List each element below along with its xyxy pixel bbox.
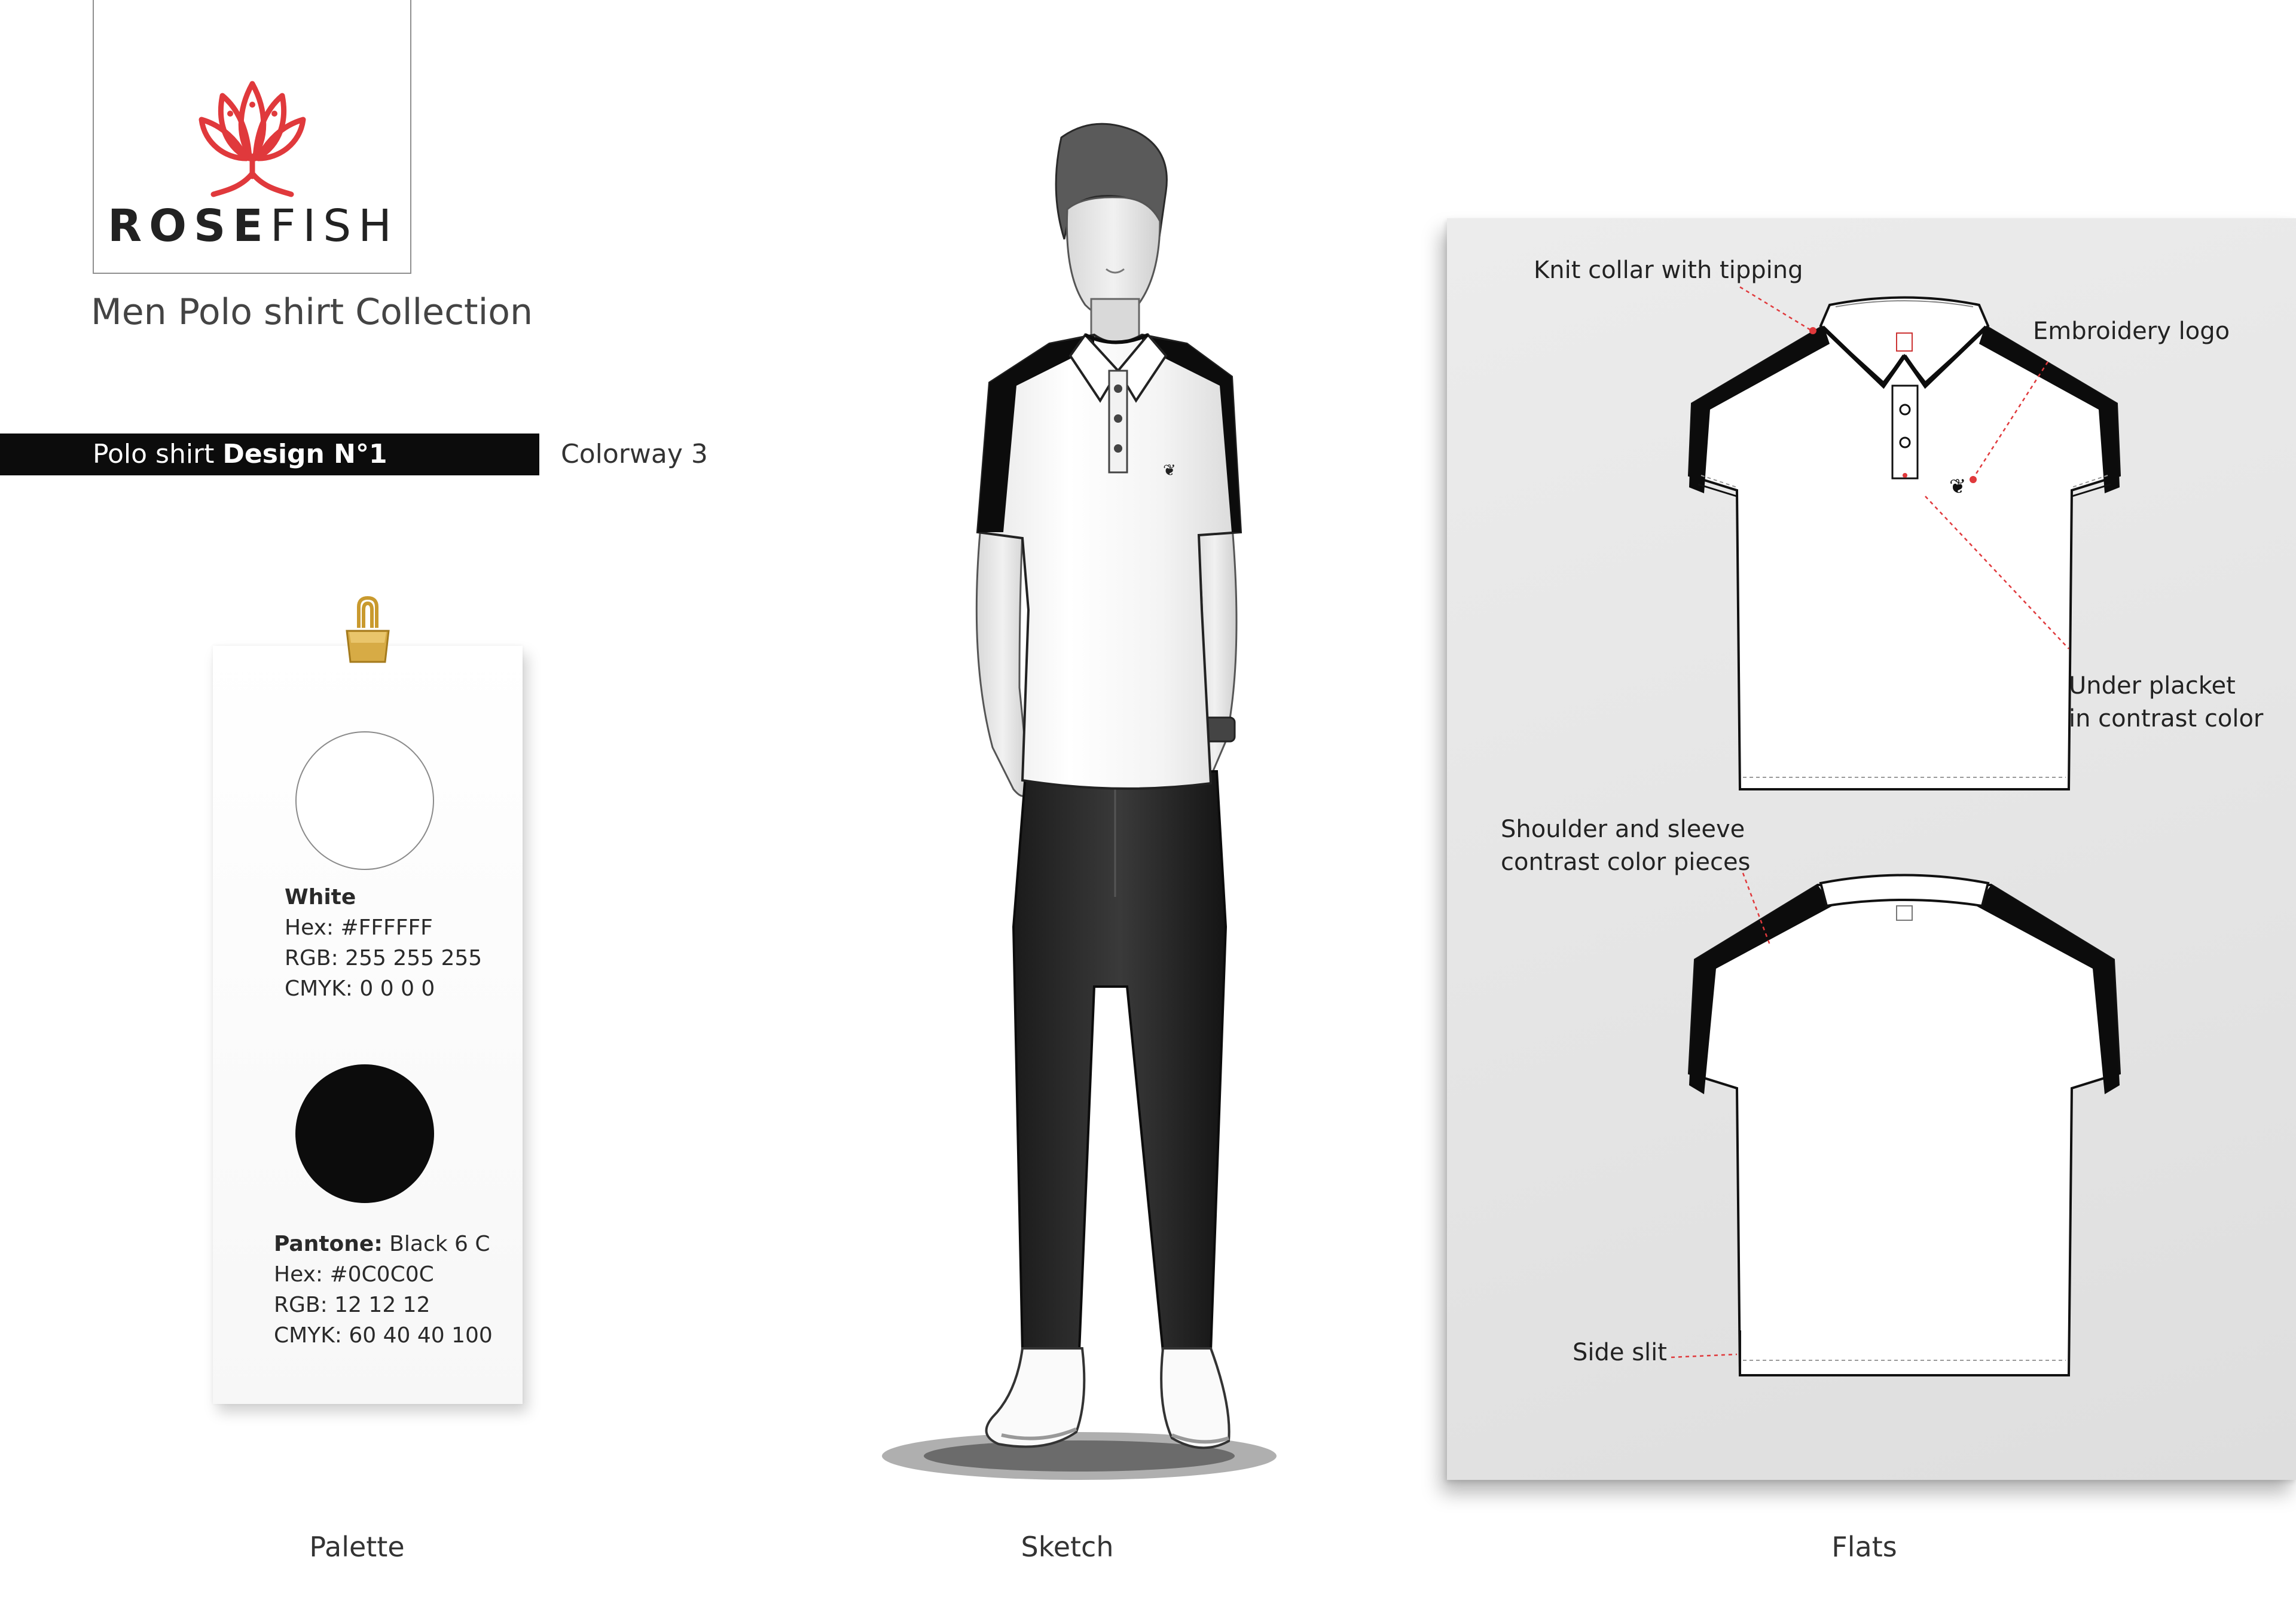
front-flat-drawing (1689, 287, 2120, 789)
design-label (93, 438, 387, 471)
callout-knit-collar: Knit collar with tipping (1534, 257, 1803, 284)
callout-shoulder-1: Shoulder and sleeve (1501, 816, 1745, 843)
black-rgb: RGB: 12 12 12 (274, 1293, 430, 1317)
white-rgb: RGB: 255 255 255 (285, 946, 483, 970)
caption-palette: Palette (309, 1531, 405, 1563)
callout-under-placket-1: Under placket (2069, 672, 2236, 700)
model-sketch-illustration (813, 120, 1339, 1495)
palette-card (213, 646, 523, 1404)
front-embroidery-logo-icon: ❦ (1949, 475, 1967, 499)
white-color-info (285, 882, 482, 1004)
brand-name-light: FISH (270, 200, 399, 252)
pantone-value: Black 6 C (382, 1232, 490, 1256)
brand-name (94, 200, 413, 252)
caption-sketch: Sketch (1021, 1531, 1114, 1563)
black-hex: Hex: #0C0C0C (274, 1262, 434, 1287)
brand-logo-box (93, 0, 411, 274)
pantone-label: Pantone: (274, 1232, 383, 1256)
sketch-embroidery-logo-icon: ❦ (1163, 462, 1176, 480)
back-flat-drawing (1671, 873, 2120, 1375)
white-color-name: White (285, 885, 356, 909)
black-cmyk: CMYK: 60 40 40 100 (274, 1323, 493, 1348)
callout-embroidery-logo: Embroidery logo (2033, 318, 2230, 345)
black-color-info (274, 1229, 493, 1351)
black-color-swatch (295, 1064, 434, 1203)
collection-title: Men Polo shirt Collection (91, 291, 533, 333)
brand-name-bold: ROSE (108, 200, 270, 252)
caption-flats: Flats (1831, 1531, 1897, 1563)
design-prefix: Polo shirt (93, 439, 223, 469)
white-hex: Hex: #FFFFFF (285, 915, 433, 940)
white-cmyk: CMYK: 0 0 0 0 (285, 976, 435, 1001)
binder-clip-icon (341, 595, 395, 667)
callout-side-slit: Side slit (1573, 1339, 1667, 1366)
callout-under-placket-2: in contrast color (2069, 705, 2264, 732)
design-name: Design N°1 (222, 439, 387, 469)
colorway-label: Colorway 3 (561, 439, 708, 469)
flats-board (1447, 218, 2296, 1480)
lotus-fish-logo-icon (196, 69, 309, 197)
white-color-swatch (295, 731, 434, 870)
callout-shoulder-2: contrast color pieces (1501, 848, 1751, 876)
